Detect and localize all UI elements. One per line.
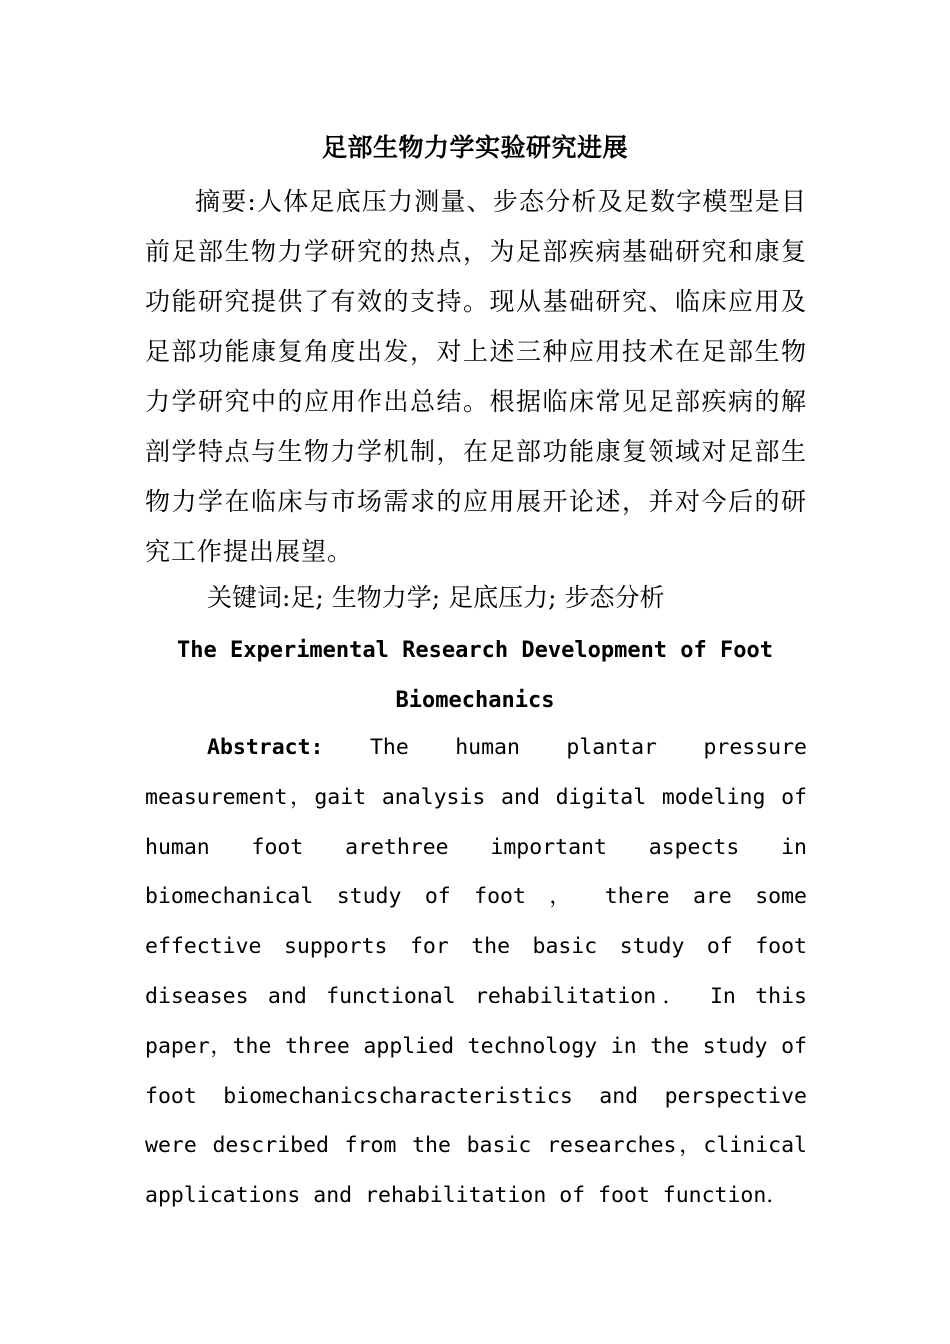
chinese-keywords: 关键词:足; 生物力学; 足底压力; 步态分析 <box>207 583 665 612</box>
english-abstract-label: Abstract: <box>207 735 324 760</box>
chinese-title: 足部生物力学实验研究进展 <box>321 133 628 162</box>
english-abstract-body: The human plantar pressure measurement，gait analysis and digital modeling of human foot arethree important aspects in biomechanical study of foot ， there are some effective supports for the basic study of foot diseases and functional rehabilitation． In this paper，the three applied technology in the study of foot biomechanicscharacteristics and perspective were described from the basic researches，clinical applications and rehabilitation of foot function． <box>145 735 807 1209</box>
english-abstract <box>145 723 807 1221</box>
chinese-abstract: 摘要:人体足底压力测量、步态分析及足数字模型是目前足部生物力学研究的热点，为足部疾病基础研究和康复功能研究提供了有效的支持。现从基础研究、临床应用及足部功能康复角度出发，对上述三种应用技术在足部生物力学研究中的应用作出总结。根据临床常见足部疾病的解剖学特点与生物力学机制，在足部功能康复领域对足部生物力学在临床与市场需求的应用展开论述，并对今后的研究工作提出展望。 <box>145 187 807 566</box>
english-title: The Experimental Research Development of Foot Biomechanics <box>176 638 774 713</box>
